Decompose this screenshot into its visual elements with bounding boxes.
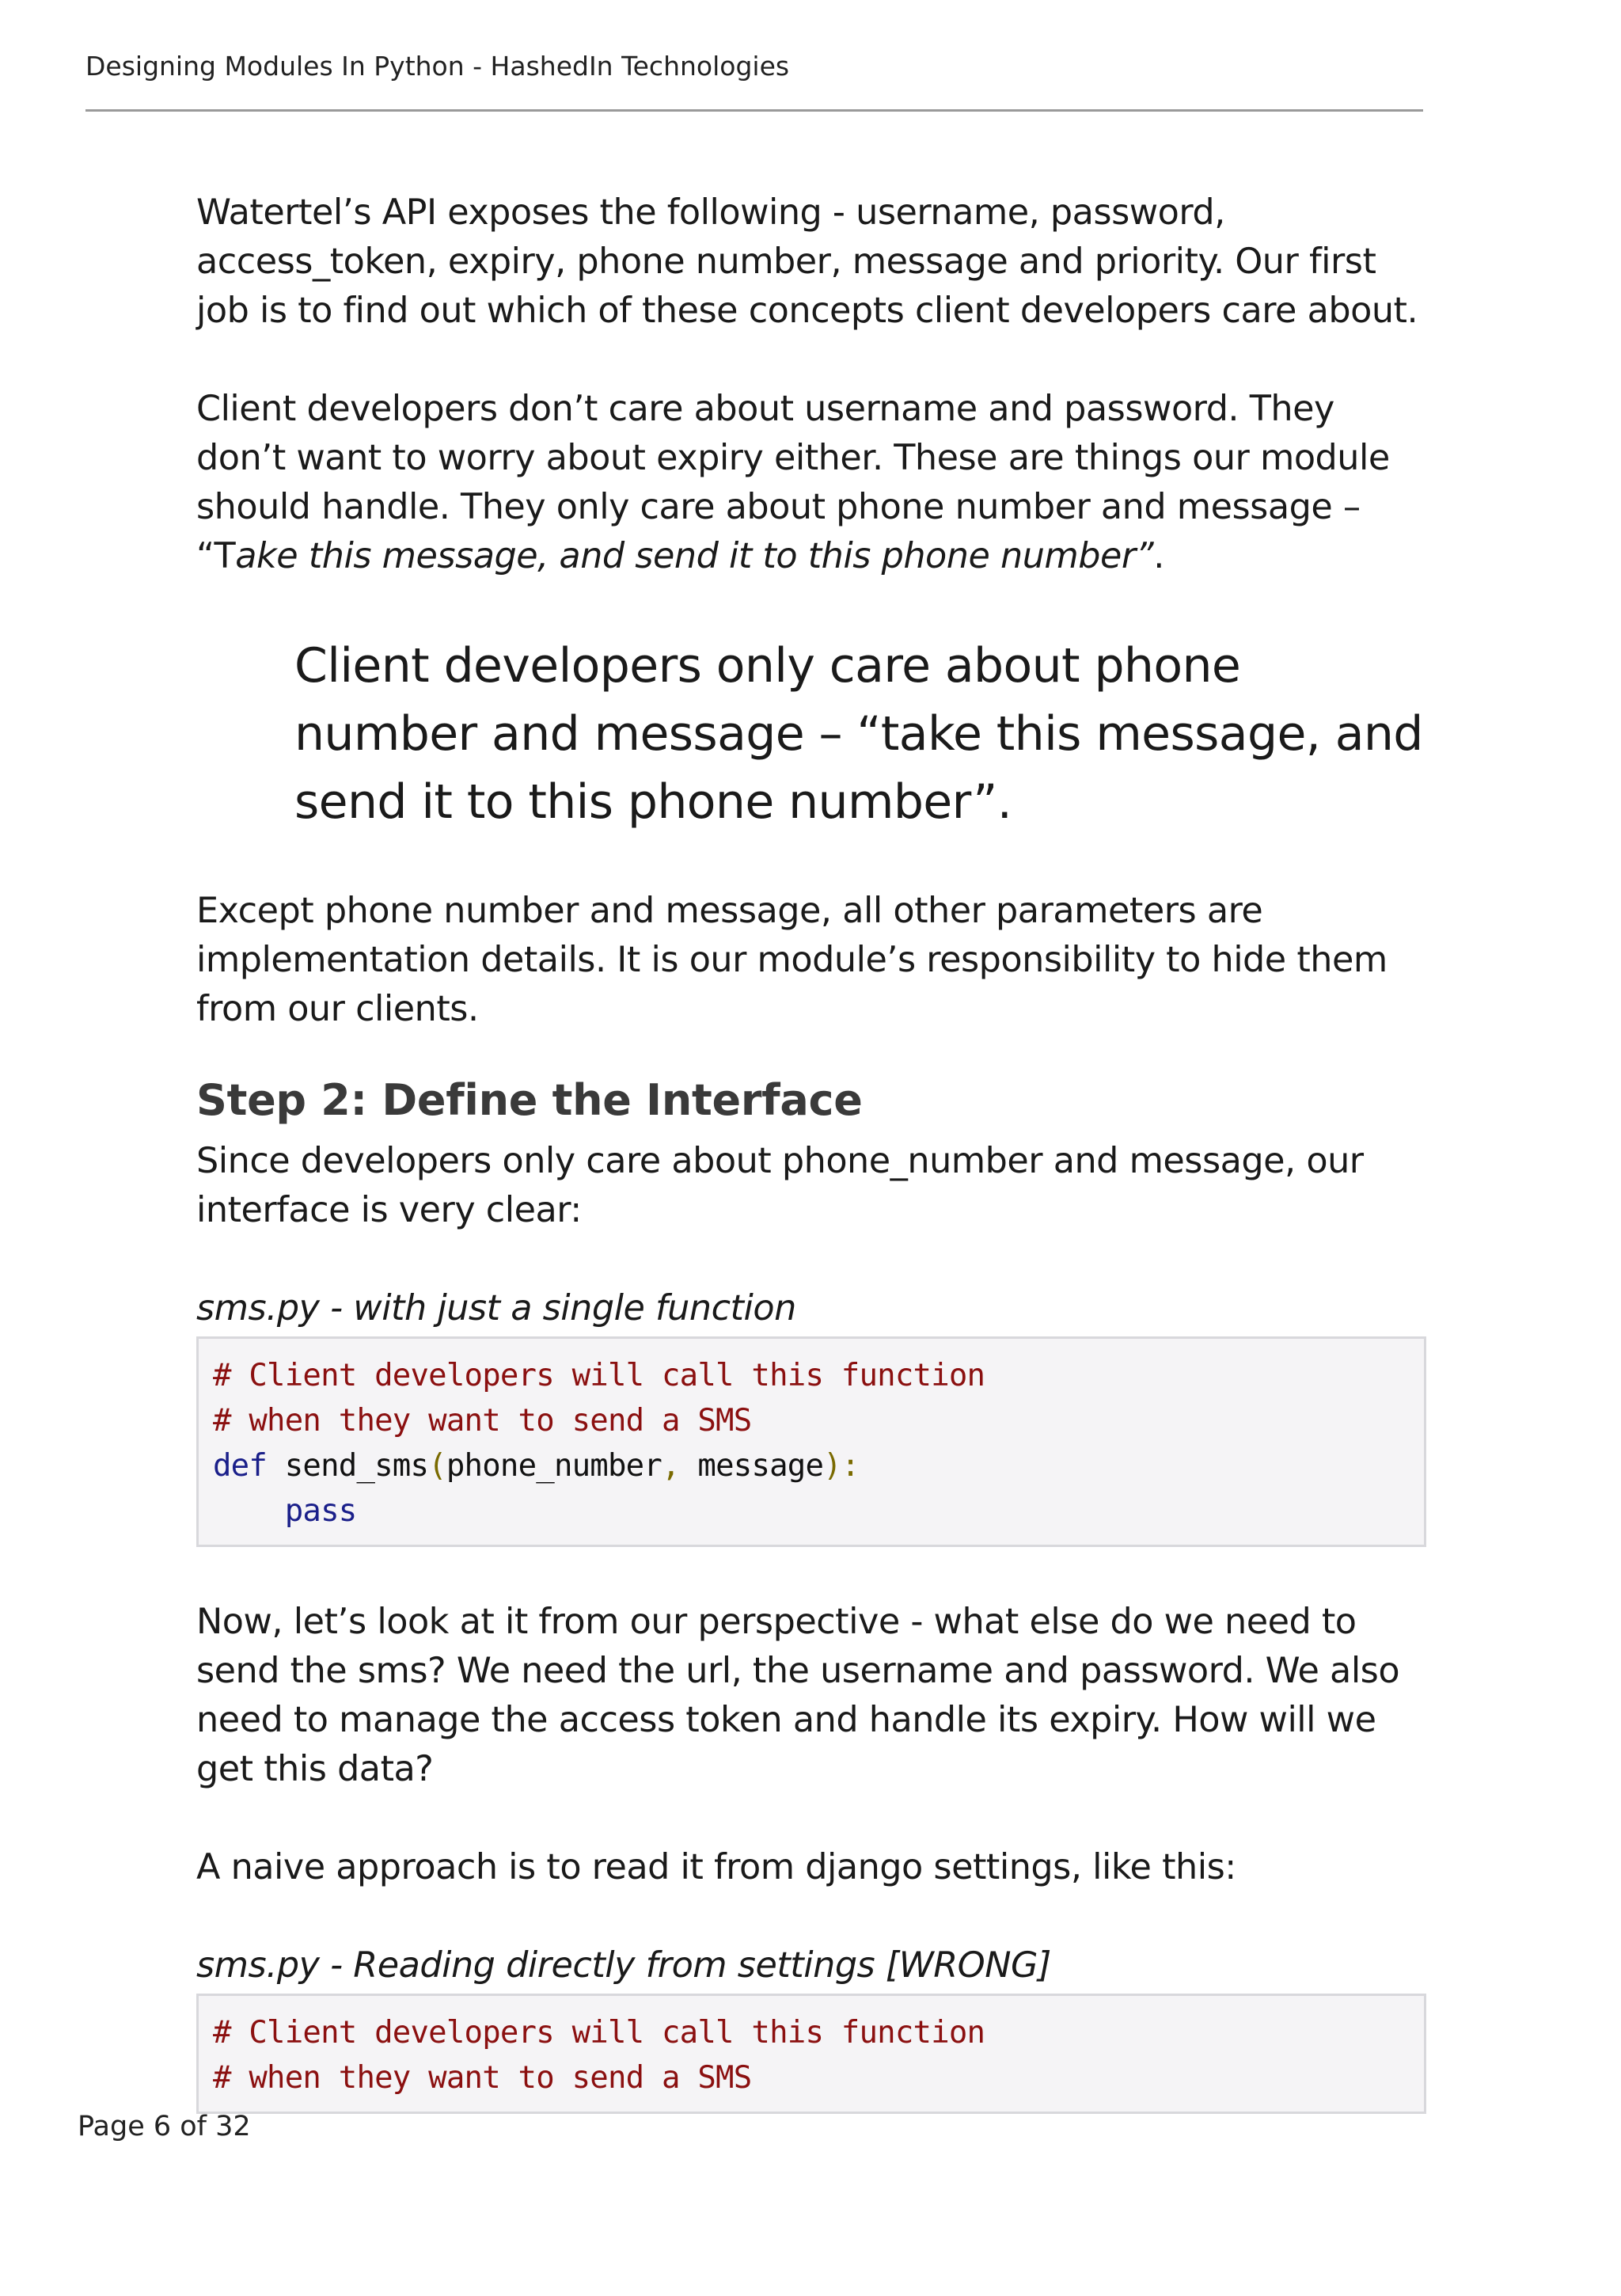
code-function-name: send_sms <box>267 1448 429 1484</box>
document-header-title: Designing Modules In Python - HashedIn Technologies <box>85 51 790 82</box>
section-heading: Step 2: Define the Interface <box>196 1075 863 1125</box>
paragraph-interface-clear: Since developers only care about phone_number and message, our interface is very clear: <box>196 1141 1364 1230</box>
paragraph-implementation-details: Except phone number and message, all other parameters are implementation details. It is our module’s responsibility to hide them from our clients. <box>196 891 1388 1029</box>
code-paren-close: ): <box>823 1448 860 1484</box>
paragraph-client-developers-end: . <box>1153 536 1164 576</box>
page-content <box>196 188 1431 2114</box>
code-paren-open: ( <box>428 1448 446 1484</box>
paragraph-naive-approach: A naive approach is to read it from django settings, like this: <box>196 1847 1236 1887</box>
code-pass-line <box>213 1488 1410 1534</box>
paragraph-client-developers-italic: ake this message, and send it to this phone number” <box>235 536 1154 576</box>
code-keyword-pass: pass <box>284 1493 357 1529</box>
code-block-send-sms <box>196 1336 1426 1547</box>
code-comment-line: # when they want to send a SMS <box>213 1403 752 1439</box>
code-caption-reading-settings: sms.py - Reading directly from settings [WRONG] <box>196 1945 1051 1986</box>
code-caption-single-function: sms.py - with just a single function <box>196 1288 796 1329</box>
code-comment-line: # Client developers will call this function <box>213 1358 985 1393</box>
code-arg-message: message <box>679 1448 824 1484</box>
paragraph-client-developers <box>196 385 1431 581</box>
code-indent <box>213 1493 285 1529</box>
code-def-line <box>213 1443 1410 1488</box>
pull-quote: Client developers only care about phone number and message – “take this message, and send it to this phone number”. <box>294 638 1423 830</box>
code-block-settings-wrong <box>196 1994 1426 2114</box>
page-number: Page 6 of 32 <box>78 2111 251 2142</box>
code-comma: , <box>662 1448 680 1484</box>
code-comment-line: # when they want to send a SMS <box>213 2060 752 2096</box>
paragraph-client-developers-text: Client developers don’t care about username and password. They don’t want to worry about expiry either. These are things our module should handle. They only care about phone number and message – “T <box>196 389 1390 576</box>
paragraph-api-exposes: Watertel’s API exposes the following - username, password, access_token, expiry, phone number, message and priority. Our first job is to find out which of these concepts client developers care about. <box>196 192 1418 331</box>
paragraph-our-perspective: Now, let’s look at it from our perspective - what else do we need to send the sms? We need the url, the username and password. We also need to manage the access token and handle its expiry. How will we get this data? <box>196 1602 1400 1789</box>
code-comment-line: # Client developers will call this function <box>213 2015 985 2051</box>
code-keyword-def: def <box>213 1448 268 1484</box>
header-divider <box>85 109 1423 112</box>
code-arg-phone-number: phone_number <box>446 1448 662 1484</box>
